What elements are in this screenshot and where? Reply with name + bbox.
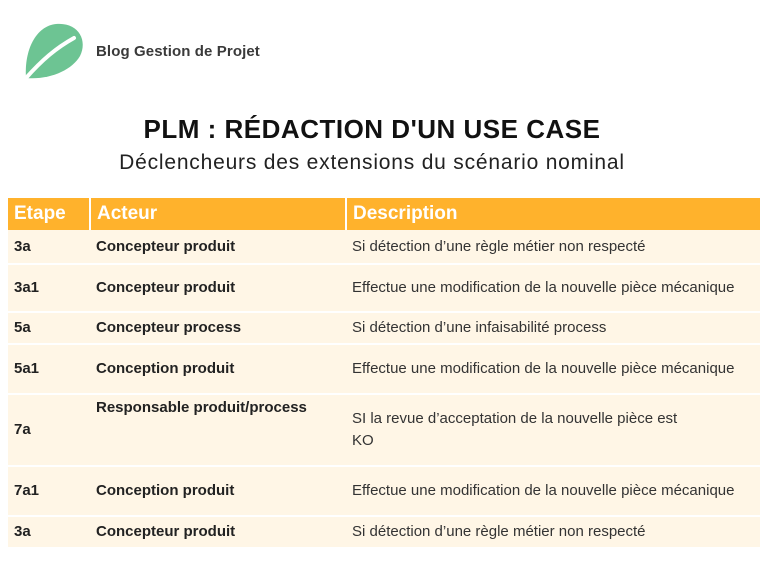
page-subtitle: Déclencheurs des extensions du scénario nominal <box>119 151 625 174</box>
description-cell <box>346 394 760 466</box>
header-acteur: Acteur <box>90 198 346 230</box>
description-line: SI la revue d’acceptation de la nouvelle pièce est <box>352 410 678 427</box>
description-line: KO <box>352 432 374 449</box>
acteur-cell: Concepteur produit <box>90 516 346 548</box>
header-etape: Etape <box>8 198 90 230</box>
header-description: Description <box>346 198 760 230</box>
etape-cell: 3a <box>8 230 90 264</box>
page-title: PLM : RÉDACTION D'UN USE CASE <box>143 114 601 144</box>
etape-cell: 5a <box>8 312 90 344</box>
etape-cell: 5a1 <box>8 344 90 394</box>
description-cell: Si détection d’une règle métier non respecté <box>346 516 760 548</box>
table-row <box>8 394 760 466</box>
etape-cell: 7a1 <box>8 466 90 516</box>
acteur-cell: Conception produit <box>90 466 346 516</box>
etape-cell: 3a1 <box>8 264 90 312</box>
table-header-row <box>8 198 760 230</box>
etape-cell: 7a <box>8 394 90 466</box>
description-cell: Effectue une modification de la nouvelle pièce mécanique <box>346 344 760 394</box>
acteur-cell: Conception produit <box>90 344 346 394</box>
acteur-cell: Concepteur process <box>90 312 346 344</box>
acteur-cell: Concepteur produit <box>90 230 346 264</box>
acteur-cell: Concepteur produit <box>90 264 346 312</box>
table-row <box>8 344 760 394</box>
table-row <box>8 230 760 264</box>
description-cell: Effectue une modification de la nouvelle pièce mécanique <box>346 264 760 312</box>
logo <box>22 20 260 82</box>
use-case-table <box>8 198 760 549</box>
etape-cell: 3a <box>8 516 90 548</box>
table-row <box>8 466 760 516</box>
logo-leaf-icon <box>22 20 90 82</box>
logo-text: Blog Gestion de Projet <box>96 42 260 60</box>
table-row <box>8 312 760 344</box>
table-row <box>8 264 760 312</box>
description-cell: Si détection d’une règle métier non respecté <box>346 230 760 264</box>
acteur-cell: Responsable produit/process <box>90 394 346 466</box>
table-row <box>8 516 760 548</box>
description-cell: Si détection d’une infaisabilité process <box>346 312 760 344</box>
description-cell: Effectue une modification de la nouvelle pièce mécanique <box>346 466 760 516</box>
